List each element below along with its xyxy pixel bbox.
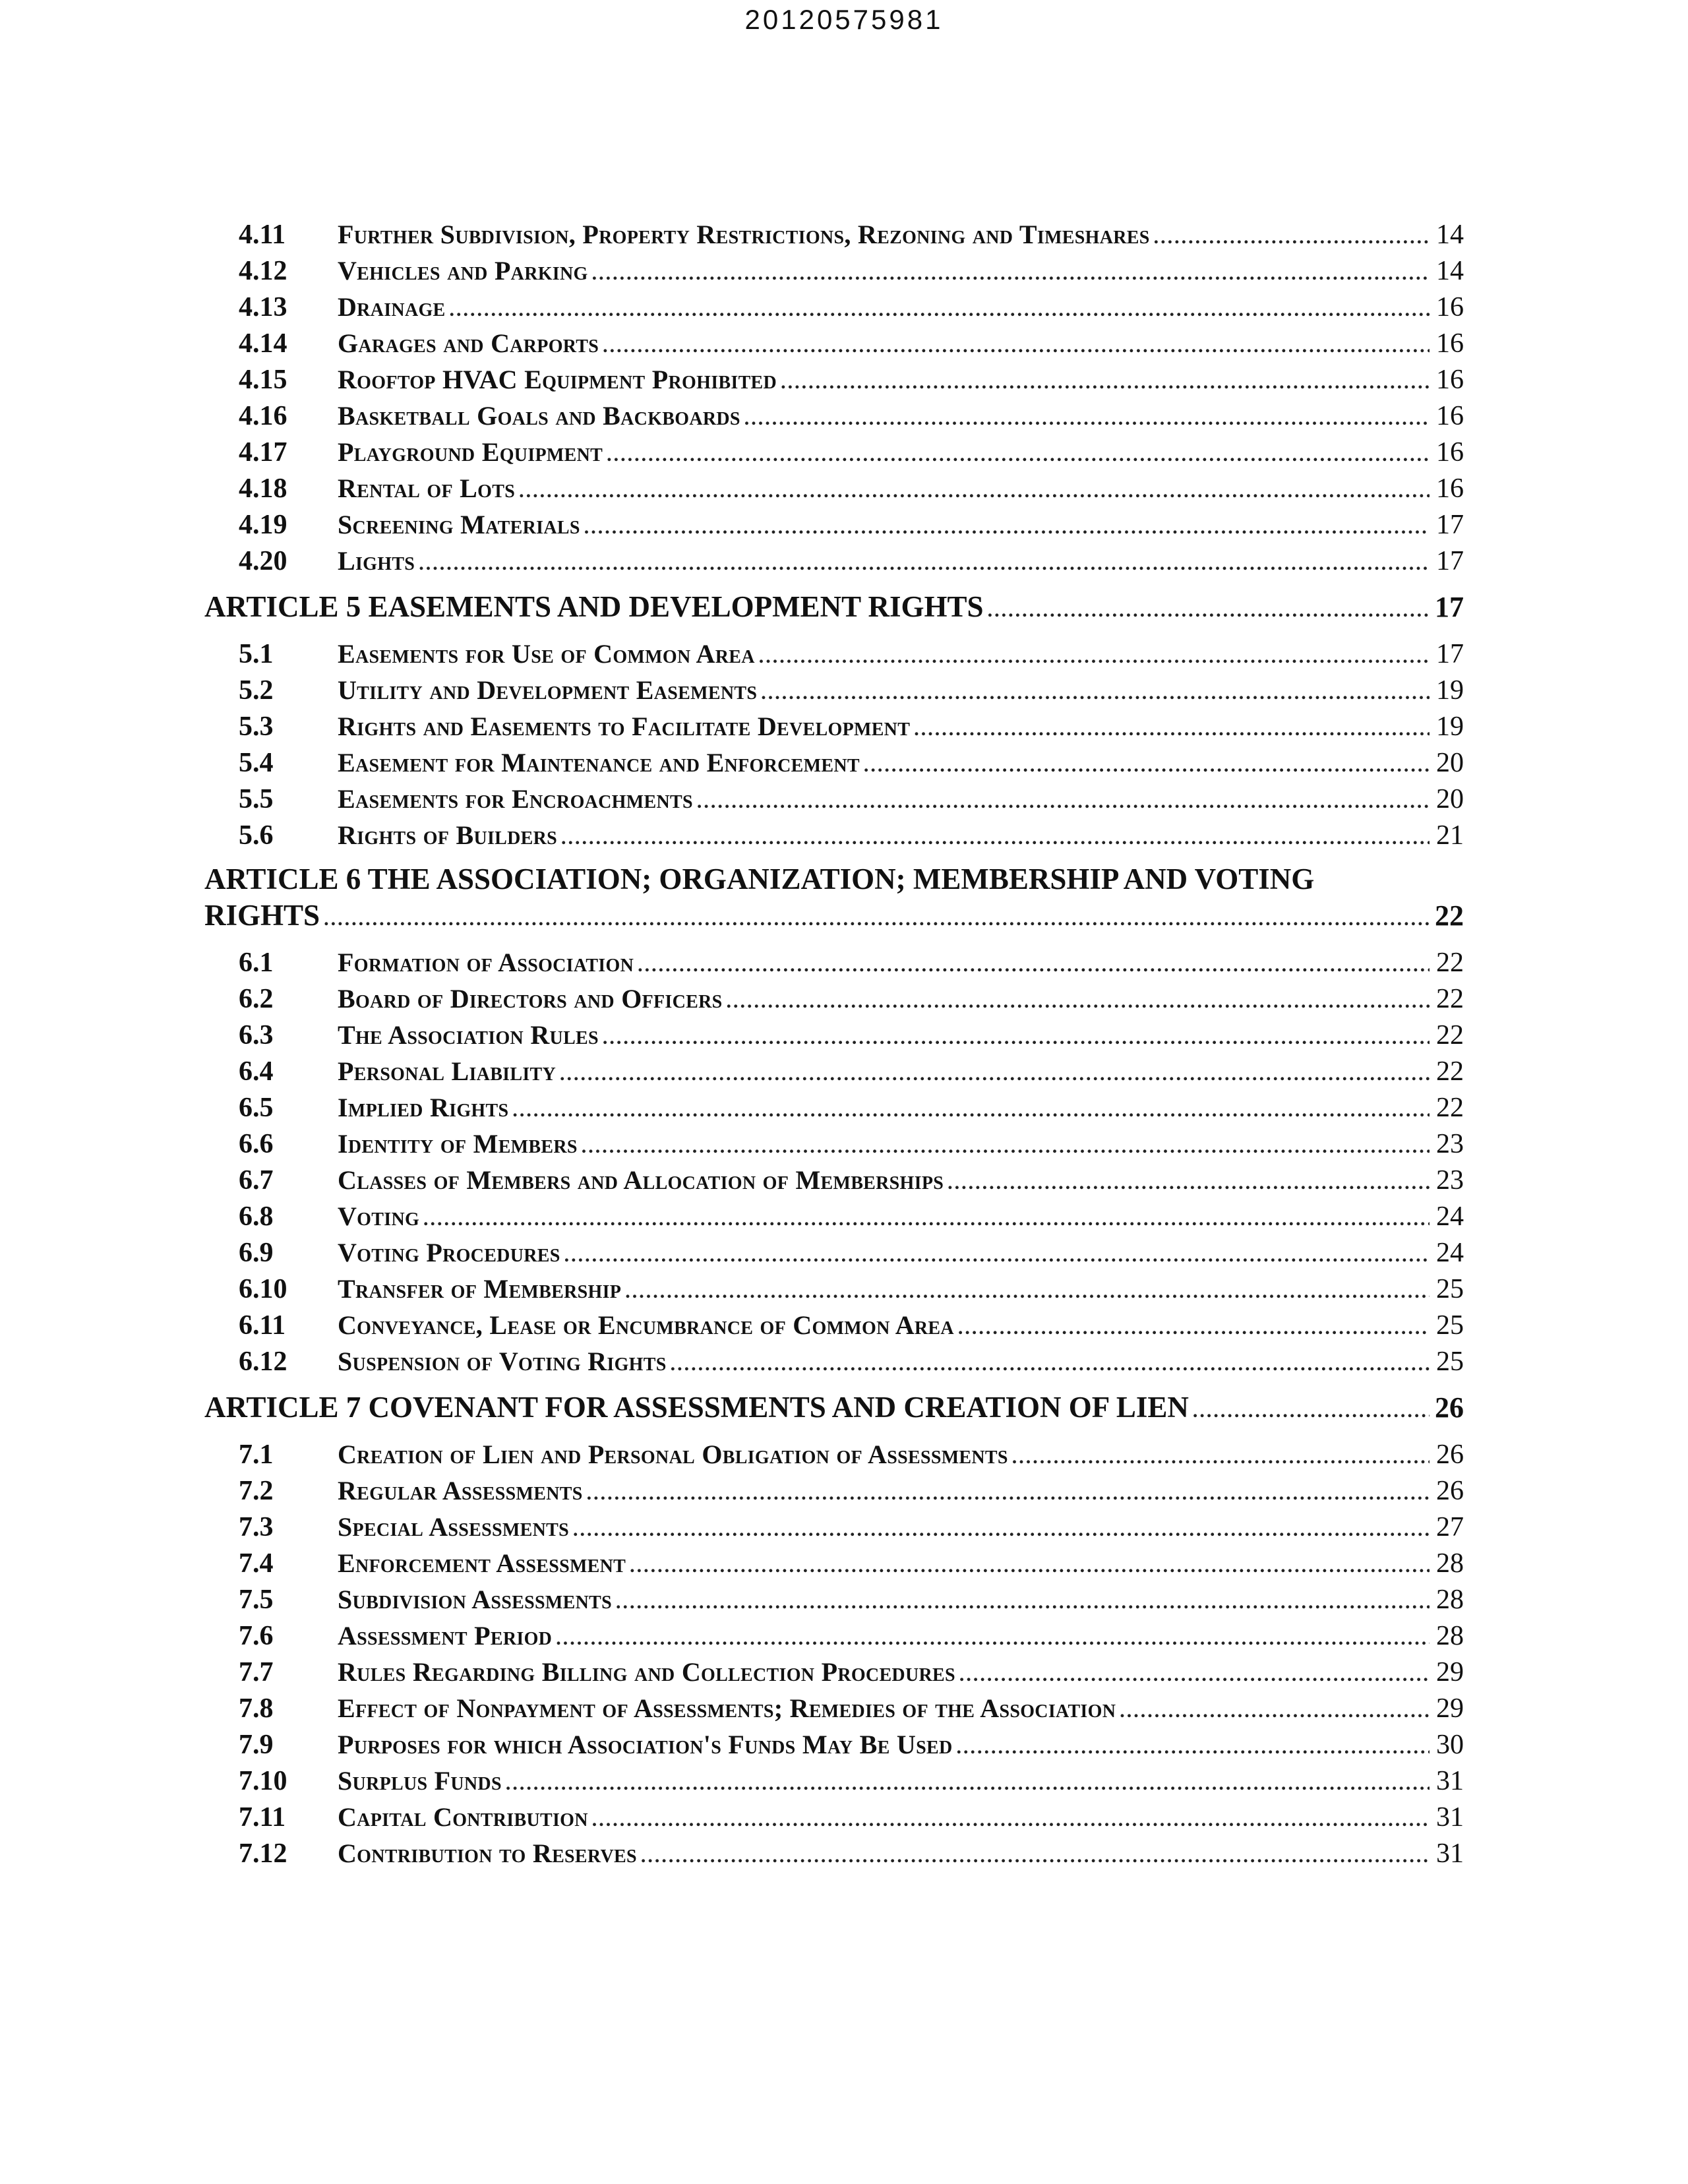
- toc-entry-number: 7.3: [239, 1512, 274, 1542]
- toc-entry-title: Rights of Builders: [338, 820, 558, 850]
- toc-entry-page: 26: [1436, 1440, 1464, 1470]
- dot-leader: [582, 1128, 1430, 1165]
- toc-entry-page: 21: [1436, 820, 1464, 851]
- toc-entry-number: 4.12: [239, 256, 287, 286]
- dot-leader: [324, 901, 1430, 937]
- toc-entry-page: 14: [1436, 256, 1464, 286]
- toc-entry: [204, 325, 1464, 361]
- toc-entry-page: 16: [1436, 292, 1464, 322]
- toc-entry-number: 7.1: [239, 1440, 274, 1470]
- toc-entry-page: 30: [1436, 1730, 1464, 1760]
- toc-entry-number: 4.18: [239, 473, 287, 504]
- toc-entry: [204, 1089, 1464, 1126]
- toc-entry-number: 6.9: [239, 1238, 274, 1268]
- dot-leader: [641, 1838, 1430, 1874]
- toc-entry-page: 24: [1436, 1201, 1464, 1232]
- dot-leader: [556, 1620, 1430, 1656]
- toc-entry: [204, 1053, 1464, 1089]
- toc-section-article-5: [204, 636, 1464, 853]
- dot-leader: [423, 1201, 1430, 1237]
- toc-entry-title: Creation of Lien and Personal Obligation of Assessments: [338, 1440, 1008, 1469]
- toc-entry-page: 31: [1436, 1838, 1464, 1869]
- dot-leader: [630, 1548, 1430, 1584]
- toc-entry-page: 28: [1436, 1585, 1464, 1615]
- dot-leader: [592, 255, 1430, 291]
- toc-entry-page: 17: [1436, 510, 1464, 540]
- dot-leader: [727, 983, 1430, 1019]
- toc-entry-page: 19: [1436, 712, 1464, 742]
- toc-entry-title: Conveyance, Lease or Encumbrance of Common Area: [338, 1310, 954, 1340]
- toc-entry-title: Basketball Goals and Backboards: [338, 401, 740, 431]
- toc-entry: [204, 398, 1464, 434]
- toc-entry-title: Formation of Association: [338, 948, 634, 977]
- toc-entry-number: 5.4: [239, 748, 274, 778]
- toc-entry: [204, 1126, 1464, 1162]
- toc-entry-page: 22: [1436, 984, 1464, 1014]
- toc-entry-page: 16: [1436, 365, 1464, 395]
- dot-leader: [564, 1237, 1430, 1273]
- toc-entry-title: Voting: [338, 1201, 420, 1231]
- toc-entry-page: 29: [1436, 1693, 1464, 1724]
- toc-entry-number: 6.8: [239, 1201, 274, 1232]
- toc-entry-number: 5.6: [239, 820, 274, 851]
- toc-entry-number: 6.3: [239, 1020, 274, 1050]
- toc-entry-title: Implied Rights: [338, 1093, 509, 1122]
- toc-entry-page: 22: [1436, 1020, 1464, 1050]
- article-5-title: ARTICLE 5 EASEMENTS AND DEVELOPMENT RIGHTS: [204, 590, 984, 623]
- toc-entry-title: Screening Materials: [338, 510, 580, 539]
- toc-entry-title: The Association Rules: [338, 1020, 599, 1050]
- toc-entry: [204, 1198, 1464, 1234]
- toc-entry-title: Rights and Easements to Facilitate Development: [338, 712, 911, 741]
- toc-entry-number: 7.12: [239, 1838, 287, 1869]
- toc-entry-page: 23: [1436, 1165, 1464, 1196]
- dot-leader: [512, 1092, 1430, 1128]
- dot-leader: [625, 1273, 1430, 1310]
- toc-entry: [204, 781, 1464, 817]
- toc-entry-title: Capital Contribution: [338, 1802, 588, 1832]
- toc-entry: [204, 1343, 1464, 1380]
- toc-entry: [204, 944, 1464, 981]
- toc-entry-page: 20: [1436, 748, 1464, 778]
- toc-entry-title: Voting Procedures: [338, 1238, 560, 1267]
- toc-entry-title: Drainage: [338, 292, 446, 322]
- dot-leader: [914, 711, 1430, 747]
- table-of-contents: [204, 216, 1464, 1871]
- article-5-heading: [204, 589, 1464, 625]
- toc-entry-page: 24: [1436, 1238, 1464, 1268]
- toc-entry-page: 16: [1436, 473, 1464, 504]
- toc-entry-number: 6.1: [239, 948, 274, 978]
- article-6-title-line2: RIGHTS: [204, 899, 320, 932]
- toc-entry: [204, 543, 1464, 579]
- toc-entry-number: 6.2: [239, 984, 274, 1014]
- toc-entry-title: Regular Assessments: [338, 1476, 583, 1505]
- toc-entry: [204, 1799, 1464, 1835]
- toc-entry-number: 6.10: [239, 1274, 287, 1304]
- toc-entry: [204, 636, 1464, 672]
- toc-entry-number: 5.5: [239, 784, 274, 814]
- toc-entry-title: Classes of Members and Allocation of Memberships: [338, 1165, 944, 1195]
- toc-entry-number: 7.5: [239, 1585, 274, 1615]
- toc-entry-number: 6.5: [239, 1093, 274, 1123]
- dot-leader: [587, 1475, 1430, 1511]
- toc-entry-title: Enforcement Assessment: [338, 1548, 626, 1578]
- toc-entry-page: 28: [1436, 1548, 1464, 1579]
- toc-entry-title: Surplus Funds: [338, 1766, 502, 1796]
- toc-entry-number: 6.6: [239, 1129, 274, 1159]
- toc-entry: [204, 981, 1464, 1017]
- toc-entry-number: 4.16: [239, 401, 287, 431]
- toc-entry-title: Identity of Members: [338, 1129, 578, 1159]
- toc-entry-page: 22: [1436, 948, 1464, 978]
- toc-entry: [204, 1234, 1464, 1271]
- toc-entry: [204, 506, 1464, 543]
- dot-leader: [1193, 1393, 1430, 1429]
- toc-entry-page: 17: [1436, 546, 1464, 576]
- toc-entry: [204, 1017, 1464, 1053]
- toc-entry-title: Rooftop HVAC Equipment Prohibited: [338, 365, 777, 394]
- toc-entry-title: Rules Regarding Billing and Collection Procedures: [338, 1657, 955, 1687]
- toc-entry-number: 6.4: [239, 1056, 274, 1087]
- toc-entry-page: 23: [1436, 1129, 1464, 1159]
- toc-entry-page: 14: [1436, 220, 1464, 250]
- toc-entry: [204, 1835, 1464, 1871]
- toc-entry-title: Subdivision Assessments: [338, 1585, 612, 1614]
- toc-entry: [204, 1307, 1464, 1343]
- dot-leader: [781, 364, 1430, 400]
- toc-entry-title: Contribution to Reserves: [338, 1838, 637, 1868]
- toc-entry: [204, 253, 1464, 289]
- toc-entry-page: 27: [1436, 1512, 1464, 1542]
- dot-leader: [638, 947, 1430, 983]
- toc-entry: [204, 1581, 1464, 1618]
- toc-entry-title: Vehicles and Parking: [338, 256, 588, 286]
- article-7-heading: [204, 1389, 1464, 1426]
- toc-entry: [204, 1509, 1464, 1545]
- dot-leader: [607, 437, 1430, 473]
- toc-entry-page: 22: [1436, 1093, 1464, 1123]
- toc-entry: [204, 708, 1464, 744]
- toc-entry-title: Playground Equipment: [338, 437, 603, 467]
- dot-leader: [948, 1165, 1430, 1201]
- toc-entry-number: 4.19: [239, 510, 287, 540]
- toc-entry-number: 7.8: [239, 1693, 274, 1724]
- toc-entry-number: 6.7: [239, 1165, 274, 1196]
- dot-leader: [988, 592, 1430, 628]
- toc-entry-title: Rental of Lots: [338, 473, 516, 503]
- document-number: 20120575981: [744, 4, 944, 35]
- toc-entry-number: 7.9: [239, 1730, 274, 1760]
- toc-entry: [204, 470, 1464, 506]
- toc-entry-title: Personal Liability: [338, 1056, 557, 1086]
- dot-leader: [959, 1656, 1430, 1693]
- dot-leader: [584, 509, 1430, 545]
- dot-leader: [506, 1765, 1430, 1802]
- toc-entry: [204, 672, 1464, 708]
- dot-leader: [603, 328, 1430, 364]
- toc-entry-number: 7.6: [239, 1621, 274, 1651]
- article-6-page: 22: [1435, 899, 1464, 932]
- toc-entry-page: 25: [1436, 1274, 1464, 1304]
- toc-entry-number: 7.2: [239, 1476, 274, 1506]
- dot-leader: [956, 1729, 1430, 1765]
- toc-entry-number: 5.3: [239, 712, 274, 742]
- toc-entry-page: 17: [1436, 639, 1464, 669]
- dot-leader: [561, 820, 1430, 856]
- toc-entry-number: 4.11: [239, 220, 286, 250]
- toc-entry-page: 26: [1436, 1476, 1464, 1506]
- toc-entry-number: 6.11: [239, 1310, 286, 1341]
- toc-entry-title: Transfer of Membership: [338, 1274, 622, 1304]
- toc-entry-title: Suspension of Voting Rights: [338, 1347, 667, 1376]
- toc-entry: [204, 1162, 1464, 1198]
- dot-leader: [1154, 219, 1430, 255]
- dot-leader: [761, 675, 1430, 711]
- toc-entry: [204, 434, 1464, 470]
- toc-entry-number: 4.20: [239, 546, 287, 576]
- toc-entry-title: Utility and Development Easements: [338, 675, 758, 705]
- article-5-page: 17: [1435, 591, 1464, 623]
- dot-leader: [958, 1310, 1430, 1346]
- toc-entry-title: Lights: [338, 546, 415, 576]
- toc-entry: [204, 361, 1464, 398]
- toc-entry-page: 20: [1436, 784, 1464, 814]
- toc-entry: [204, 289, 1464, 325]
- toc-entry-number: 5.2: [239, 675, 274, 706]
- toc-section-article-6: [204, 944, 1464, 1380]
- toc-entry-page: 16: [1436, 328, 1464, 359]
- toc-entry: [204, 1763, 1464, 1799]
- toc-entry-title: Further Subdivision, Property Restrictions, Rezoning and Timeshares: [338, 220, 1150, 249]
- toc-entry-title: Effect of Nonpayment of Assessments; Remedies of the Association: [338, 1693, 1116, 1723]
- toc-entry-number: 4.13: [239, 292, 287, 322]
- toc-entry-number: 7.7: [239, 1657, 274, 1687]
- toc-entry: [204, 1690, 1464, 1726]
- toc-entry-page: 19: [1436, 675, 1464, 706]
- toc-entry: [204, 1618, 1464, 1654]
- toc-section-top: [204, 216, 1464, 579]
- dot-leader: [560, 1056, 1430, 1092]
- toc-entry: [204, 1654, 1464, 1690]
- dot-leader: [759, 638, 1430, 675]
- dot-leader: [573, 1511, 1430, 1548]
- toc-entry-title: Easements for Use of Common Area: [338, 639, 755, 669]
- toc-entry-number: 6.12: [239, 1347, 287, 1377]
- dot-leader: [864, 747, 1430, 783]
- toc-entry-number: 7.4: [239, 1548, 274, 1579]
- toc-entry-page: 25: [1436, 1347, 1464, 1377]
- dot-leader: [671, 1346, 1430, 1382]
- toc-entry: [204, 817, 1464, 853]
- dot-leader: [519, 473, 1430, 509]
- article-7-title: ARTICLE 7 COVENANT FOR ASSESSMENTS AND CREATION OF LIEN: [204, 1391, 1189, 1424]
- toc-entry-number: 4.14: [239, 328, 287, 359]
- toc-entry: [204, 1545, 1464, 1581]
- toc-entry-page: 16: [1436, 437, 1464, 468]
- toc-entry-number: 5.1: [239, 639, 274, 669]
- toc-entry-title: Board of Directors and Officers: [338, 984, 723, 1014]
- toc-entry-title: Special Assessments: [338, 1512, 569, 1542]
- toc-entry-page: 31: [1436, 1766, 1464, 1796]
- toc-entry-page: 25: [1436, 1310, 1464, 1341]
- toc-entry-title: Garages and Carports: [338, 328, 599, 358]
- dot-leader: [1012, 1439, 1430, 1475]
- toc-entry-page: 29: [1436, 1657, 1464, 1687]
- dot-leader: [592, 1802, 1430, 1838]
- toc-section-article-7: [204, 1436, 1464, 1871]
- toc-entry-page: 28: [1436, 1621, 1464, 1651]
- article-6-title-line1: ARTICLE 6 THE ASSOCIATION; ORGANIZATION; MEMBERSHIP AND VOTING: [204, 863, 1315, 895]
- toc-entry-number: 4.17: [239, 437, 287, 468]
- toc-entry-page: 22: [1436, 1056, 1464, 1087]
- dot-leader: [1120, 1693, 1430, 1729]
- toc-entry: [204, 744, 1464, 781]
- toc-entry-title: Purposes for which Association's Funds May Be Used: [338, 1730, 953, 1759]
- dot-leader: [744, 400, 1430, 437]
- toc-entry-page: 16: [1436, 401, 1464, 431]
- toc-entry-number: 7.10: [239, 1766, 287, 1796]
- toc-entry-number: 4.15: [239, 365, 287, 395]
- toc-entry-title: Assessment Period: [338, 1621, 553, 1651]
- dot-leader: [603, 1019, 1430, 1056]
- dot-leader: [616, 1584, 1430, 1620]
- article-7-page: 26: [1435, 1391, 1464, 1424]
- toc-entry-title: Easements for Encroachments: [338, 784, 693, 814]
- article-6-heading: [204, 861, 1464, 934]
- toc-entry: [204, 1271, 1464, 1307]
- dot-leader: [697, 783, 1430, 820]
- toc-entry: [204, 216, 1464, 253]
- toc-entry: [204, 1436, 1464, 1472]
- dot-leader: [419, 545, 1430, 582]
- dot-leader: [450, 291, 1430, 328]
- toc-entry: [204, 1726, 1464, 1763]
- toc-entry-number: 7.11: [239, 1802, 286, 1833]
- toc-entry-page: 31: [1436, 1802, 1464, 1833]
- toc-entry: [204, 1472, 1464, 1509]
- toc-entry-title: Easement for Maintenance and Enforcement: [338, 748, 860, 777]
